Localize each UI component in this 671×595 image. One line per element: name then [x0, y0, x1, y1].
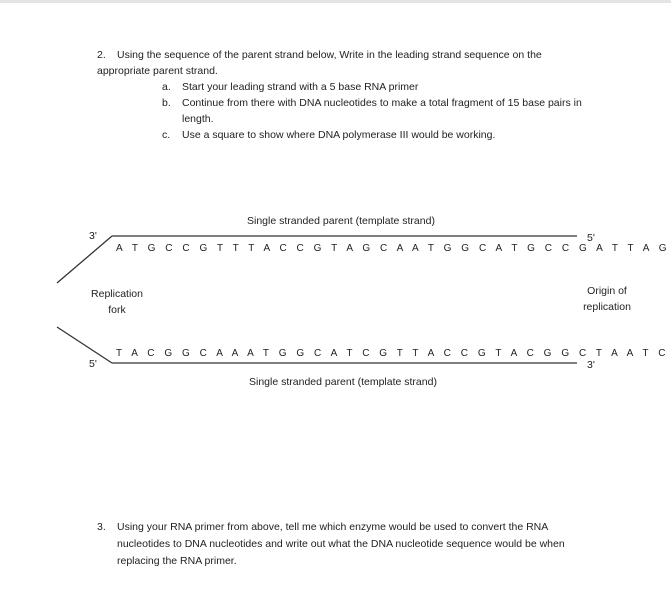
question-3 [97, 519, 587, 567]
bottom-right-end-label: 3' [587, 359, 595, 371]
origin-of-replication-label: Origin of replication [583, 285, 631, 313]
question-2-number: 2. [97, 49, 106, 61]
replication-fork-label: Replication fork [91, 288, 143, 316]
top-fork-arm [57, 236, 112, 283]
subitem-text: Use a square to show where DNA polymerase III would be working. [182, 129, 496, 141]
bottom-strand-caption: Single stranded parent (template strand) [249, 376, 437, 388]
bottom-strand-sequence: T A C G G C A A A T G G C A T C G T T A C C G T A C G G C T A A T C [116, 348, 670, 359]
subitem-text: Continue from there with DNA nucleotides to make a total fragment of 15 base pairs in length. [182, 97, 582, 125]
top-strand-sequence: A T G C C G T T T A C C G T A G C A A T G G C A T G C C G A T T A G [116, 243, 671, 254]
question-2-text: Using the sequence of the parent strand below, Write in the leading strand sequence on the appropriate parent strand. [97, 49, 542, 77]
question-3-number: 3. [97, 521, 106, 533]
top-right-end-label: 5' [587, 232, 595, 244]
subitem-letter: b. [162, 97, 171, 109]
bottom-left-end-label: 5' [89, 358, 97, 370]
top-strand-caption: Single stranded parent (template strand) [247, 215, 435, 227]
question-3-text: Using your RNA primer from above, tell me which enzyme would be used to convert the RNA nucleotides to DNA nucleotides and write out what the DNA nucleotide sequence would be when replacing the RNA primer. [117, 521, 565, 567]
subitem-text: Start your leading strand with a 5 base RNA primer [182, 81, 419, 93]
subitem-letter: a. [162, 81, 171, 93]
subitem-letter: c. [162, 129, 171, 141]
top-left-end-label: 3' [89, 230, 97, 242]
bottom-fork-arm [57, 327, 112, 363]
